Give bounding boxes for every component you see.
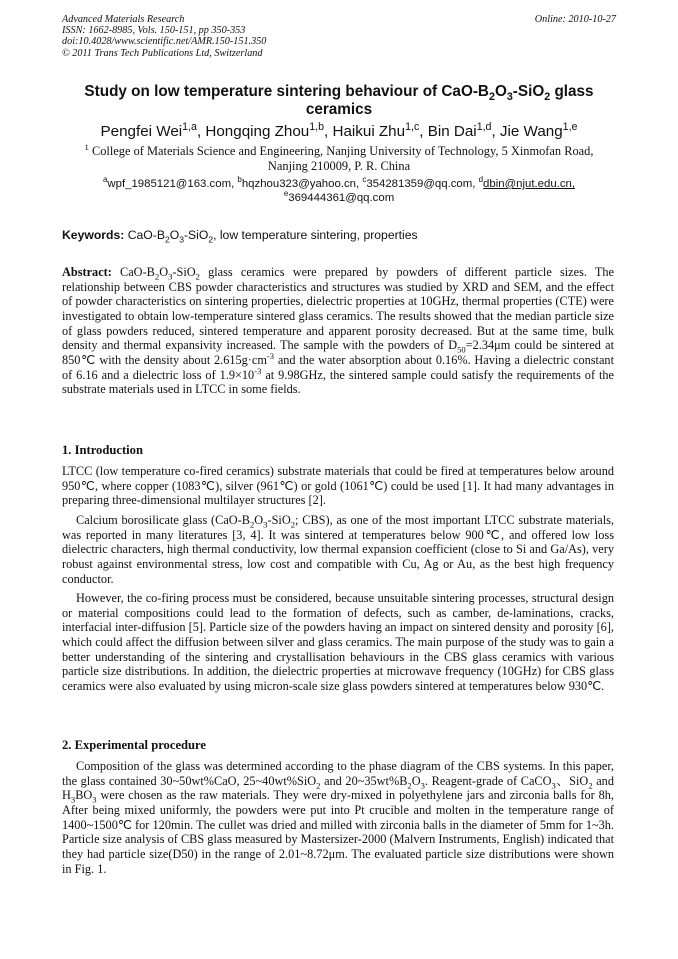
paragraph: Composition of the glass was determined according to the phase diagram of the CBS systems. In this paper, the glass contained 30~50wt%CaO, 25~40wt%SiO$_2$ and $20\sim 35wt\%B_2O_3$. Reagent-grade of CaCO$_3$、SiO$_2$ and $H_3BO_3$ were chosen as the raw materials. They were dry-mixed in polyethylene jars and zirconia balls for 8h, After being mixed uniformly, the powders were put into Pt crucible and molten in the temperature range of 1400~1500℃ for 120min. The cullet was dried and milled with zirconia balls in the diameter of 5mm for 1~3h. Particle size analysis of CBS glass measured by Mastersizer-2000 (Malvern Instruments, English) indicated that they had particle size(D50) in the range of 2.01~8.72μm. The evaluated particle size distributions were shown in Fig. 1. xyxy=(62,759,614,876)
author: Hongqing Zhou$^{1,b}$, xyxy=(205,120,333,140)
keywords-label: Keywords: xyxy=(62,228,125,242)
email-link[interactable]: hqzhou323@yahoo.cn, xyxy=(241,178,363,190)
email-link[interactable]: wpf_1985121@163.com, xyxy=(107,178,238,190)
paragraph: LTCC (low temperature co-fired ceramics) substrate materials that could be fired at temperatures below around 950℃, where copper (1083℃), silver (961℃) or gold (1061℃) could be used [1]. It had many advantages in preparing three-dimensional multilayer structures [2]. xyxy=(62,464,614,508)
email-link[interactable]: 369444361@qq.com xyxy=(288,192,395,204)
issn-line: ISSN: 1662-8985, Vols. 150-151, pp 350-353 xyxy=(62,25,246,37)
author: Haikui Zhu$^{1,c}$, xyxy=(332,120,428,140)
affiliation-line-2: Nanjing 210009, P. R. China xyxy=(267,159,411,173)
email-link[interactable]: dbin@njut.edu.cn, xyxy=(483,178,576,190)
author: Bin Dai$^{1,d}$, xyxy=(427,120,500,140)
online-date: Online: 2010-10-27 xyxy=(534,14,616,25)
abstract-label: Abstract: xyxy=(62,265,112,279)
section-heading-experimental: 2. Experimental procedure xyxy=(62,738,206,752)
journal-name: Advanced Materials Research xyxy=(62,14,185,25)
affiliation xyxy=(62,141,616,174)
abstract: Abstract: CaO-$B_2O_3-SiO_2$ glass ceramics were prepared by powders of different particle sizes. The relationship between CBS powder characteristics and structures was studied by XRD and SEM, and the effect of powder characteristics on sintering properties, dielectric properties at 10GHz, thermal properties (CTE) were investigated to obtain low-temperature sintered glass ceramics. The results showed that the median particle size of glass powders reduced, sintered temperature and apparent porosity decreased. But at the same time, bulk density and thermal expansivity increased. The sample with the powders of $D_{50}=2.34\mu m$ could be sintered at 850℃ with the density about $2.615g\cdot cm^{-3}$ and the water absorption about 0.16%. Having a dielectric constant of 6.16 and a dielectric loss of $1.9\times 10^{-3}$ at 9.98GHz, the sintered sample could satisfy the requirements of the substrate materials used in LTCC in some fields. xyxy=(62,265,614,397)
doi-line[interactable]: doi:10.4028/www.scientific.net/AMR.150-151.350 xyxy=(62,36,267,48)
title-line-1: Study on low temperature sintering behaviour of CaO-$B_2O_3-SiO_2$ glass xyxy=(84,83,594,104)
email-link[interactable]: 354281359@qq.com, xyxy=(366,178,479,190)
paragraph: Calcium borosilicate glass ($CaO-B_2O_3-SiO_2$; CBS), as one of the most important LTCC substrate materials, was reported in many literatures [3, 4]. It was sintered at temperatures below 900℃, and offered low loss dielectric characters, high thermal conductivity, low thermal expansion coefficient (close to Si and Ga/As), very robust against environmental stress, low cost and compatible with Cu, Ag or Au, as the best high frequency conductor. xyxy=(62,513,615,586)
paper-title xyxy=(62,83,616,119)
email-line-1: $^a$wpf_1985121@163.com, $^b$hqzhou323@yahoo.cn, $^c$354281359@qq.com, $^d$dbin@njut.edu.cn, xyxy=(102,175,576,190)
section-heading-introduction: 1. Introduction xyxy=(62,443,143,457)
journal-header xyxy=(62,14,266,59)
paragraph: However, the co-firing process must be considered, because unsuitable sintering processes, structural design or material compositions could lead to the formation of defects, such as camber, de-laminations, cracks, interfacial inter-diffusion [5]. Particle size of the powders having an impact on sintered density and porosity [6], which could affect the diffusion between silver and glass ceramics. The main purpose of the study was to gain a better understanding of the sintering and crystallisation behaviours in the CBS glass ceramics with various particle size distributions. In addition, the dielectric properties at microwave frequency (10GHz) for CBS glass ceramics were also evaluated by using micron-scale size glass powders sintered at temperatures below 930℃. xyxy=(62,591,614,693)
author: Jie Wang$^{1,e}$ xyxy=(499,120,578,140)
email-list xyxy=(62,177,616,205)
title-line-2: ceramics xyxy=(305,101,373,118)
author: Pengfei Wei$^{1,a}$, xyxy=(100,120,206,140)
email-line-2: $^e$369444361@qq.com xyxy=(283,189,395,204)
copyright-line: © 2011 Trans Tech Publications Ltd, Switzerland xyxy=(62,47,263,59)
affiliation-line-1: $^1$ College of Materials Science and Engineering, Nanjing University of Technology, 5 Xinmofan Road, xyxy=(84,141,594,158)
author-list xyxy=(62,120,616,141)
keywords: Keywords: CaO-$B_2O_3-SiO_2$, low temperature sintering, properties xyxy=(62,228,418,245)
